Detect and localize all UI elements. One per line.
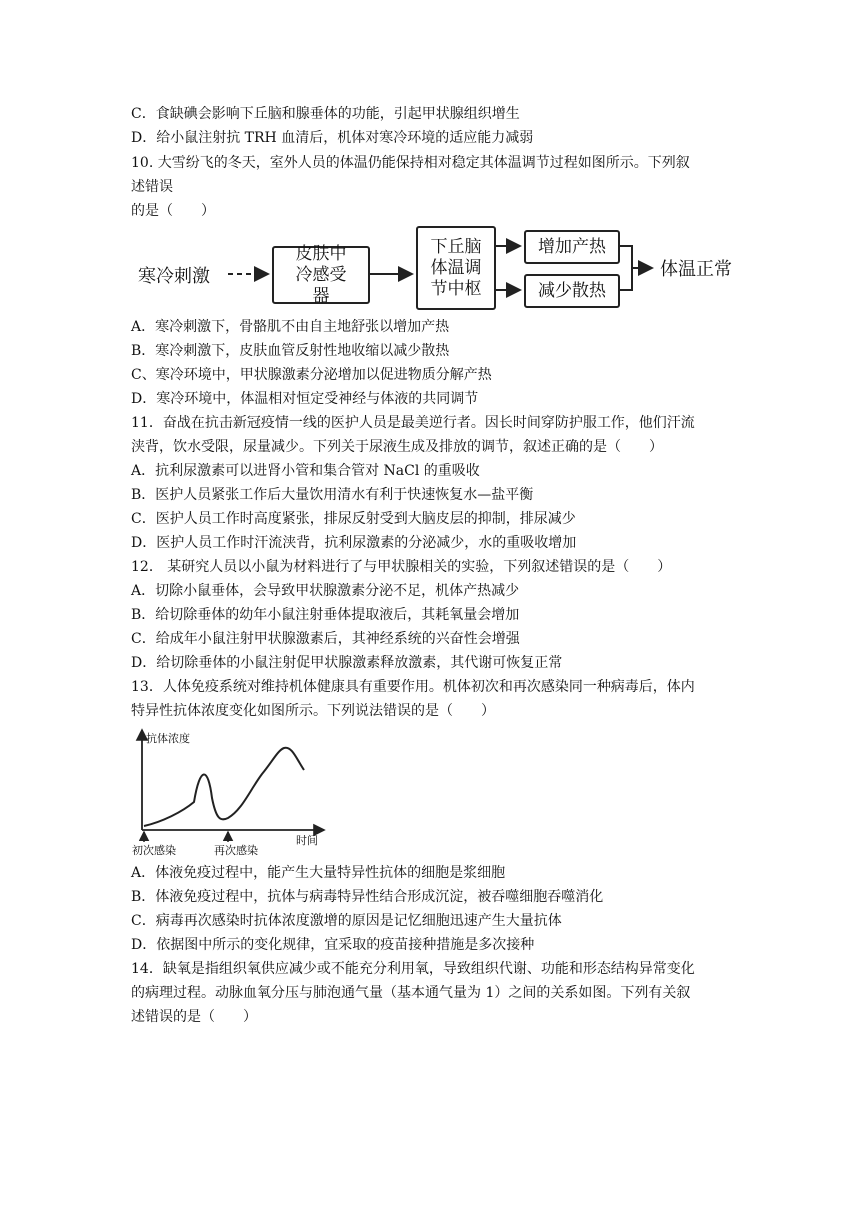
question-14-stem-end: 述错误的是（ ） [131, 1009, 257, 1025]
option-d-q9: D．给小鼠注射抗 TRH 血清后，机体对寒冷环境的适应能力减弱 [131, 130, 534, 146]
question-11-stem-cont: 浃背，饮水受限，尿量减少。下列关于尿液生成及排放的调节，叙述正确的是（ ） [131, 439, 663, 455]
option-c-q11: C．医护人员工作时高度紧张，排尿反射受到大脑皮层的抑制，排尿减少 [131, 511, 576, 527]
question-11-stem: 11．奋战在抗击新冠疫情一线的医护人员是最美逆行者。因长时间穿防护服工作，他们汗流 [131, 415, 695, 431]
merge-line-bottom [620, 268, 632, 290]
question-10-stem-cont: 述错误 [131, 179, 173, 195]
option-c-q9: C．食缺碘会影响下丘脑和腺垂体的功能，引起甲状腺组织增生 [131, 106, 520, 122]
question-14-stem: 14．缺氧是指组织氧供应减少或不能充分利用氧，导致组织代谢、功能和形态结构异常变化 [131, 961, 695, 977]
heat-up-box [524, 230, 620, 264]
result-label: 体温正常 [660, 259, 732, 280]
antibody-concentration-graph [132, 726, 332, 856]
question-10-stem-end: 的是（ ） [131, 203, 215, 219]
question-13-stem: 13．人体免疫系统对维持机体健康具有重要作用。机体初次和再次感染同一种病毒后，体内 [131, 679, 695, 695]
question-13-stem-cont: 特异性抗体浓度变化如图所示。下列说法错误的是（ ） [131, 703, 495, 719]
thermoregulation-diagram [130, 224, 760, 312]
option-a-q12: A．切除小鼠垂体，会导致甲状腺激素分泌不足，机体产热减少 [131, 583, 520, 599]
receptor-box [272, 243, 370, 306]
heat-down-box [524, 274, 620, 308]
graph-ylabel: 抗体浓度 [146, 732, 190, 745]
option-d-q11: D．医护人员工作时汗流浃背，抗利尿激素的分泌减少，水的重吸收增加 [131, 535, 577, 551]
option-c-q13: C．病毒再次感染时抗体浓度激增的原因是记忆细胞迅速产生大量抗体 [131, 913, 562, 929]
center-box [416, 226, 496, 310]
option-d-q12: D．给切除垂体的小鼠注射促甲状腺激素释放激素，其代谢可恢复正常 [131, 655, 563, 671]
option-b-q12: B．给切除垂体的幼年小鼠注射垂体提取液后，其耗氧量会增加 [131, 607, 520, 623]
option-d-q13: D．依据图中所示的变化规律，宜采取的疫苗接种措施是多次接种 [131, 937, 535, 953]
center-label: 下丘脑体温调节中枢 [430, 236, 482, 299]
option-b-q11: B．医护人员紧张工作后大量饮用清水有利于快速恢复水—盐平衡 [131, 487, 534, 503]
stimulus-label: 寒冷刺激 [138, 266, 210, 287]
receptor-label: 皮肤中冷感受器 [295, 243, 347, 306]
option-c-q12: C．给成年小鼠注射甲状腺激素后，其神经系统的兴奋性会增强 [131, 631, 520, 647]
merge-line-top [620, 246, 632, 268]
first-infection-label: 初次感染 [132, 844, 176, 857]
option-d-q10: D．寒冷环境中，体温相对恒定受神经与体液的共同调节 [131, 391, 479, 407]
heat-down-label: 减少散热 [538, 280, 606, 301]
second-infection-label: 再次感染 [214, 844, 258, 857]
option-b-q10: B．寒冷刺激下，皮肤血管反射性地收缩以减少散热 [131, 343, 450, 359]
question-12-stem: 12． 某研究人员以小鼠为材料进行了与甲状腺相关的实验，下列叙述错误的是（ ） [131, 559, 672, 575]
option-a-q11: A．抗利尿激素可以进肾小管和集合管对 NaCl 的重吸收 [131, 463, 480, 479]
option-a-q10: A．寒冷刺激下，骨骼肌不由自主地舒张以增加产热 [131, 319, 450, 335]
heat-up-label: 增加产热 [538, 236, 606, 257]
question-14-stem-cont: 的病理过程。动脉血氧分压与肺泡通气量（基本通气量为 1）之间的关系如图。下列有关叙 [131, 985, 691, 1001]
option-b-q13: B．体液免疫过程中，抗体与病毒特异性结合形成沉淀，被吞噬细胞吞噬消化 [131, 889, 604, 905]
question-10-stem: 10. 大雪纷飞的冬天，室外人员的体温仍能保持相对稳定其体温调节过程如图所示。下列叙 [131, 155, 690, 171]
antibody-curve [144, 748, 304, 826]
option-a-q13: A．体液免疫过程中，能产生大量特异性抗体的细胞是浆细胞 [131, 865, 506, 881]
option-c-q10: C、寒冷环境中，甲状腺激素分泌增加以促进物质分解产热 [131, 367, 492, 383]
graph-xlabel: 时间 [296, 834, 318, 847]
